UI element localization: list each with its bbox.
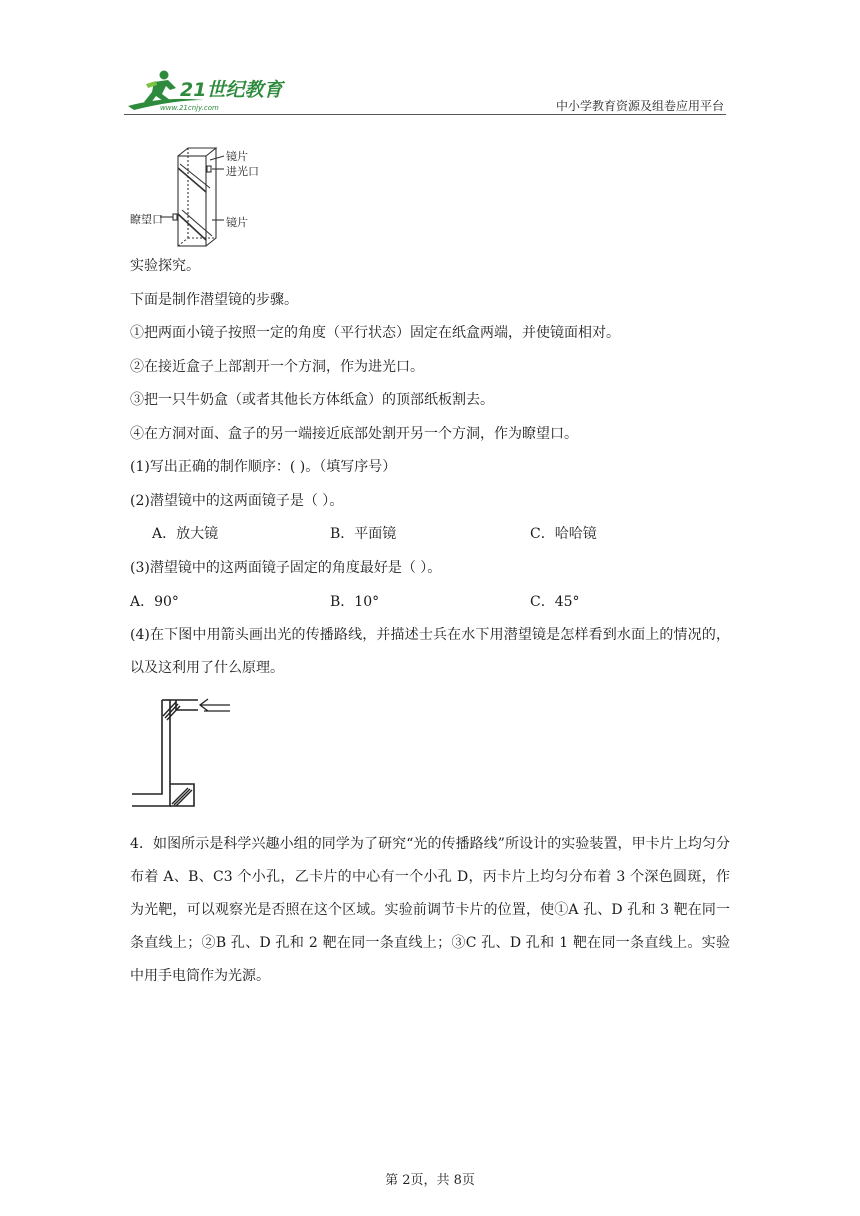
question-3: (3)潜望镜中的这两面镜子固定的角度最好是（ ）。 [130, 560, 442, 576]
q2-option-c: C．哈哈镜 [530, 526, 597, 542]
label-light-inlet: 进光口 [226, 165, 259, 178]
step-4: ④在方洞对面、盒子的另一端接近底部处割开另一个方洞，作为瞭望口。 [130, 426, 578, 442]
intro-line: 下面是制作潜望镜的步骤。 [130, 292, 298, 308]
logo-url: www.21cnjy.com [160, 104, 219, 112]
section-heading: 实验探究。 [130, 258, 200, 274]
q2-option-a: A．放大镜 [152, 526, 219, 542]
problem-4: 4．如图所示是科学兴趣小组的同学为了研究“光的传播路线”所设计的实验装置，甲卡片上均匀分布着 A、B、C3 个小孔，乙卡片的中心有一个小孔 D，丙卡片上均匀分布着 3 个深色圆斑，作为光靶，可以观察光是否照在这个区域。实验前调节卡片的位置，使①A 孔、D 孔和 3 靶在同一条直线上；②B 孔、D 孔和 2 靶在同一条直线上；③C 孔、D 孔和 1 靶在同一条直线上。实验中用手电筒作为光源。 [130, 836, 730, 984]
q2-option-b: B．平面镜 [330, 526, 397, 542]
question-2: (2)潜望镜中的这两面镜子是（ ）。 [130, 493, 344, 509]
logo-title: 21世纪教育 [180, 79, 283, 101]
step-3: ③把一只牛奶盒（或者其他长方体纸盒）的顶部纸板割去。 [130, 392, 494, 408]
question-4: (4)在下图中用箭头画出光的传播路线，并描述士兵在水下用潜望镜是怎样看到水面上的情况的，以及这利用了什么原理。 [130, 627, 730, 676]
question-1: (1)写出正确的制作顺序：( )。（填写序号） [130, 459, 397, 475]
label-mirror-top: 镜片 [226, 150, 248, 163]
periscope-box-figure [130, 144, 270, 250]
header-divider [124, 114, 726, 115]
label-viewing-port: 瞭望口 [130, 213, 163, 226]
q3-option-c: C．45° [530, 594, 580, 610]
page-number: 第 2页，共 8页 [385, 1173, 475, 1188]
q3-option-b: B．10° [330, 594, 380, 610]
periscope-path-figure [130, 694, 235, 814]
q3-option-a: A．90° [130, 594, 179, 610]
site-logo [124, 66, 294, 116]
platform-name: 中小学教育资源及组卷应用平台 [555, 99, 724, 113]
periscope-outline-drawing [130, 694, 235, 814]
step-1: ①把两面小镜子按照一定的角度（平行状态）固定在纸盒两端，并使镜面相对。 [130, 325, 620, 341]
runner-logo-icon [124, 66, 294, 116]
step-2: ②在接近盒子上部割开一个方洞，作为进光口。 [130, 359, 424, 375]
label-mirror-bottom: 镜片 [226, 216, 248, 229]
periscope-box-drawing [130, 144, 270, 250]
